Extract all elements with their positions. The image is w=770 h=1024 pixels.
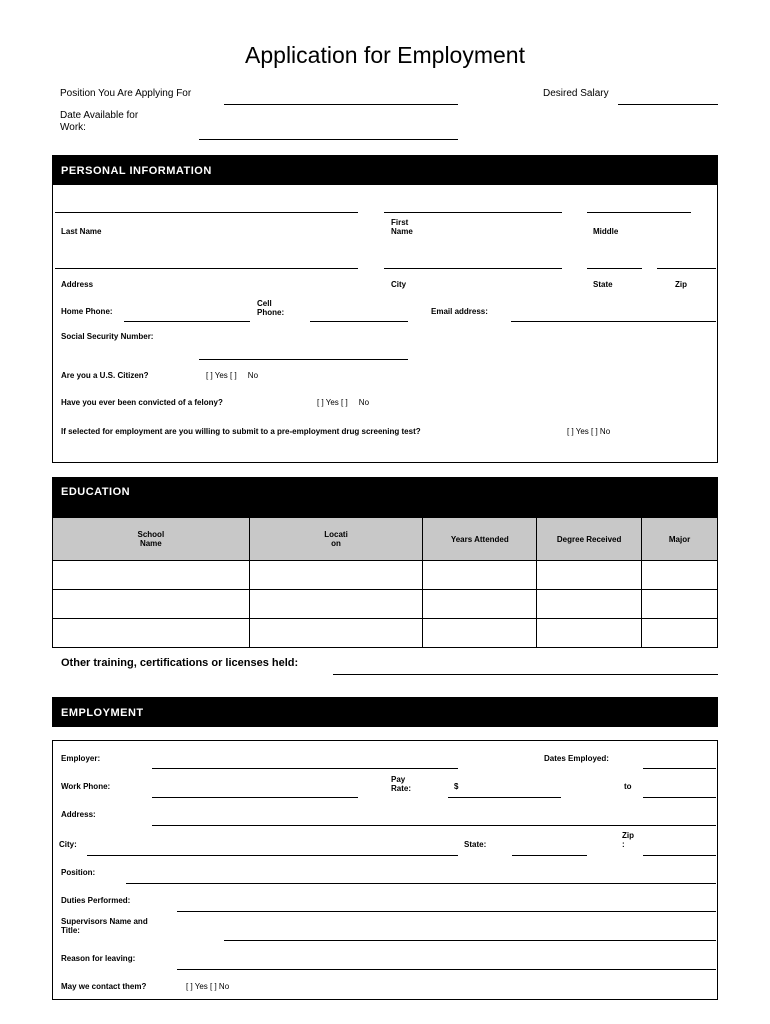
ssn-label: Social Security Number: xyxy=(61,332,154,341)
zip-field[interactable] xyxy=(657,268,716,269)
table-cell[interactable] xyxy=(249,590,423,619)
may-contact-label: May we contact them? xyxy=(61,982,147,991)
work-phone-label: Work Phone: xyxy=(61,782,111,791)
table-cell[interactable] xyxy=(642,619,718,648)
employer-zip-field[interactable] xyxy=(643,855,716,856)
table-cell[interactable] xyxy=(537,590,642,619)
date-available-field[interactable] xyxy=(199,139,458,140)
last-name-field[interactable] xyxy=(55,212,358,213)
felony-options[interactable]: [ ] Yes [ ] No xyxy=(317,398,370,407)
employer-state-field[interactable] xyxy=(512,855,587,856)
employer-city-label: City: xyxy=(59,840,77,849)
table-cell[interactable] xyxy=(53,590,250,619)
to-label: to xyxy=(624,782,632,791)
work-phone-field[interactable] xyxy=(152,797,358,798)
ssn-field[interactable] xyxy=(199,359,408,360)
position-held-field[interactable] xyxy=(126,883,716,884)
employer-address-field[interactable] xyxy=(152,825,716,826)
employer-field[interactable] xyxy=(152,768,458,769)
employer-label: Employer: xyxy=(61,754,101,763)
reason-leaving-label: Reason for leaving: xyxy=(61,954,136,963)
col-location: Locati on xyxy=(249,518,423,561)
duties-label: Duties Performed: xyxy=(61,896,131,905)
zip-label: Zip xyxy=(675,280,687,289)
dates-employed-field[interactable] xyxy=(643,768,716,769)
first-name-label: First Name xyxy=(391,218,413,236)
address-label: Address xyxy=(61,280,94,289)
table-cell[interactable] xyxy=(537,619,642,648)
table-cell[interactable] xyxy=(249,561,423,590)
table-cell[interactable] xyxy=(423,561,537,590)
drug-test-options[interactable]: [ ] Yes [ ] No xyxy=(567,427,611,436)
pay-rate-field[interactable] xyxy=(448,797,561,798)
middle-label: Middle xyxy=(593,227,619,236)
citizen-question: Are you a U.S. Citizen? xyxy=(61,371,149,380)
table-cell[interactable] xyxy=(423,619,537,648)
table-cell[interactable] xyxy=(53,561,250,590)
salary-label: Desired Salary xyxy=(543,88,609,99)
table-cell[interactable] xyxy=(249,619,423,648)
col-years-attended: Years Attended xyxy=(423,518,537,561)
education-header-row xyxy=(53,518,718,561)
cell-phone-field[interactable] xyxy=(310,321,408,322)
employer-state-label: State: xyxy=(464,840,487,849)
date-available-label: Date Available for Work: xyxy=(60,110,139,133)
state-field[interactable] xyxy=(587,268,642,269)
city-field[interactable] xyxy=(384,268,562,269)
employment-header: EMPLOYMENT xyxy=(52,697,718,727)
duties-field[interactable] xyxy=(177,911,716,912)
table-row xyxy=(53,590,718,619)
home-phone-label: Home Phone: xyxy=(61,307,113,316)
salary-field[interactable] xyxy=(618,104,718,105)
education-header: EDUCATION xyxy=(52,477,718,517)
supervisor-label: Supervisors Name and Title: xyxy=(61,917,148,935)
col-degree-received: Degree Received xyxy=(537,518,642,561)
may-contact-options[interactable]: [ ] Yes [ ] No xyxy=(186,982,230,991)
employer-city-field[interactable] xyxy=(87,855,458,856)
personal-info-header: PERSONAL INFORMATION xyxy=(52,155,718,185)
table-cell[interactable] xyxy=(642,590,718,619)
employer-address-label: Address: xyxy=(61,810,96,819)
col-major: Major xyxy=(642,518,718,561)
address-field[interactable] xyxy=(55,268,358,269)
table-cell[interactable] xyxy=(642,561,718,590)
dollar-sign: $ xyxy=(454,782,459,791)
felony-question: Have you ever been convicted of a felony? xyxy=(61,398,223,407)
other-training-field[interactable] xyxy=(333,674,718,675)
pay-rate-label: Pay Rate: xyxy=(391,775,412,793)
home-phone-field[interactable] xyxy=(124,321,250,322)
table-row xyxy=(53,619,718,648)
employer-zip-label: Zip : xyxy=(622,831,634,849)
middle-name-field[interactable] xyxy=(587,212,691,213)
state-label: State xyxy=(593,280,613,289)
email-label: Email address: xyxy=(431,307,488,316)
position-field[interactable] xyxy=(224,104,458,105)
table-cell[interactable] xyxy=(537,561,642,590)
supervisor-field[interactable] xyxy=(224,940,716,941)
city-label: City xyxy=(391,280,407,289)
citizen-options[interactable]: [ ] Yes [ ] No xyxy=(206,371,259,380)
position-held-label: Position: xyxy=(61,868,96,877)
first-name-field[interactable] xyxy=(384,212,562,213)
table-cell[interactable] xyxy=(423,590,537,619)
drug-test-question: If selected for employment are you willing to submit to a pre-employment drug screening test? xyxy=(61,427,421,436)
education-table xyxy=(52,517,718,648)
dates-to-field[interactable] xyxy=(643,797,716,798)
dates-employed-label: Dates Employed: xyxy=(544,754,609,763)
employment-box xyxy=(52,740,718,1000)
last-name-label: Last Name xyxy=(61,227,102,236)
table-cell[interactable] xyxy=(53,619,250,648)
page-title: Application for Employment xyxy=(245,42,525,68)
position-label: Position You Are Applying For xyxy=(60,88,192,99)
reason-leaving-field[interactable] xyxy=(177,969,716,970)
other-training-label: Other training, certifications or licenses held: xyxy=(61,657,299,669)
col-school-name: School Name xyxy=(53,518,250,561)
table-row xyxy=(53,561,718,590)
cell-phone-label: Cell Phone: xyxy=(257,299,285,317)
email-field[interactable] xyxy=(511,321,716,322)
